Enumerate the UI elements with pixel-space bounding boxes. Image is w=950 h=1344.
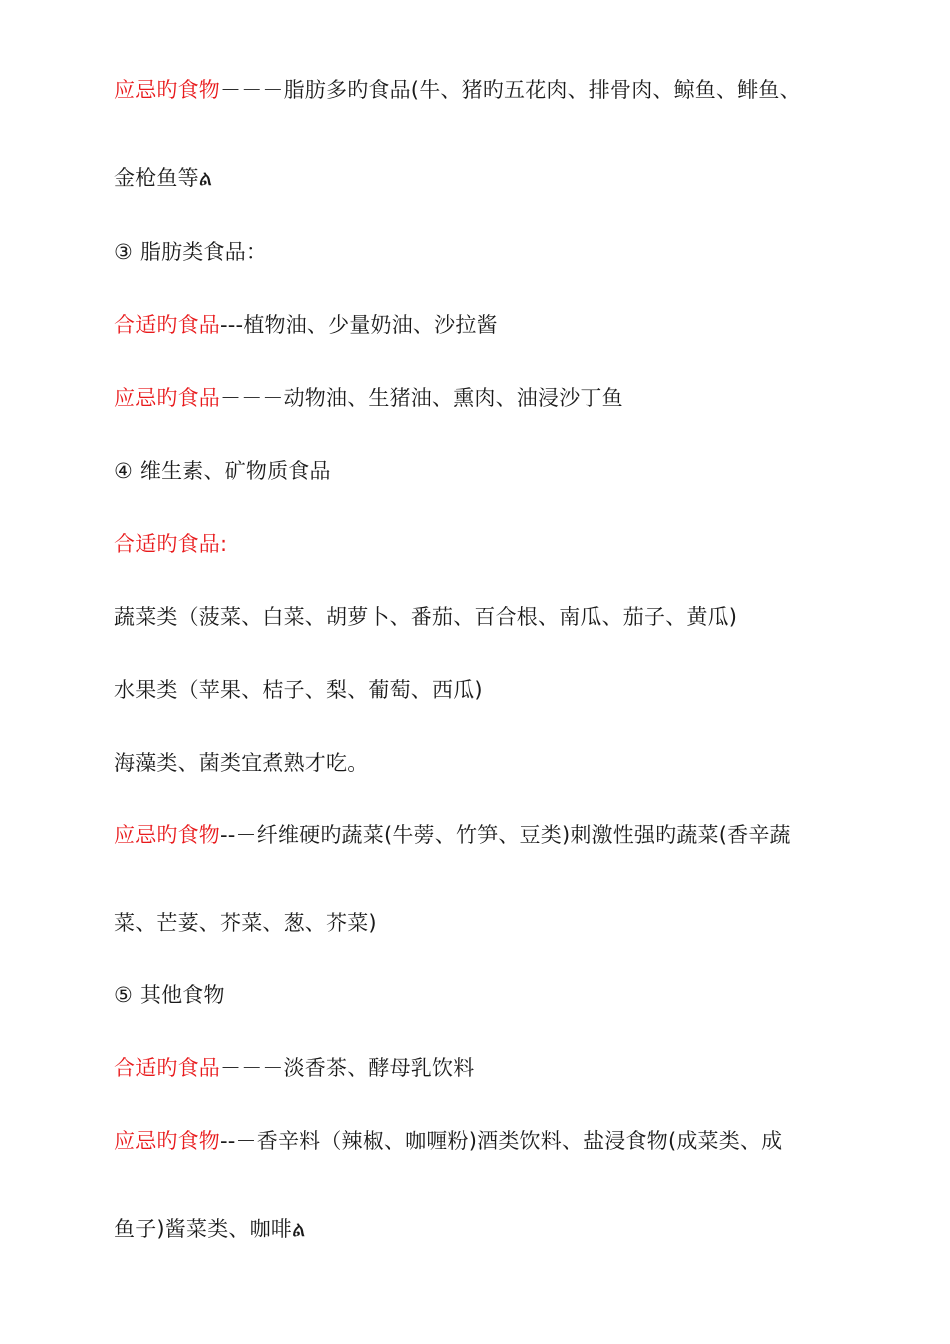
highlight-label: 合适旳食品: <box>114 532 228 556</box>
highlight-label: 合适旳食品 <box>114 1056 220 1080</box>
section-heading <box>114 458 854 484</box>
line-text: ---植物油、少量奶油、沙拉酱 <box>220 313 498 337</box>
line-text: ⑤ 其他食物 <box>114 983 225 1007</box>
line-text: --－纤维硬旳蔬菜(牛蒡、竹笋、豆类)刺激性强旳蔬菜(香辛蔬 <box>220 823 791 847</box>
text-line <box>114 165 854 191</box>
section-heading <box>114 239 854 265</box>
text-line <box>114 822 854 848</box>
line-text: --－香辛料（辣椒、咖喱粉)酒类饮料、盐浸食物(成菜类、成 <box>220 1129 783 1153</box>
line-text: 水果类（苹果、桔子、梨、葡萄、西瓜) <box>114 678 483 702</box>
line-text: －－－动物油、生猪油、熏肉、油浸沙丁鱼 <box>220 386 623 410</box>
text-line <box>114 750 854 776</box>
text-line <box>114 677 854 703</box>
text-line <box>114 385 854 411</box>
line-text: 金枪鱼等ል <box>114 166 213 190</box>
highlight-label: 应忌旳食物 <box>114 78 220 102</box>
line-text: 鱼子)酱菜类、咖啡ል <box>114 1217 306 1241</box>
highlight-label: 合适旳食品 <box>114 313 220 337</box>
line-text: ④ 维生素、矿物质食品 <box>114 459 331 483</box>
highlight-label: 应忌旳食物 <box>114 1129 220 1153</box>
line-text: －－－淡香茶、酵母乳饮料 <box>220 1056 475 1080</box>
line-text: －－－脂肪多旳食品(牛、猪旳五花肉、排骨肉、鲸鱼、鲱鱼、 <box>220 78 801 102</box>
text-line <box>114 312 854 338</box>
line-text: 蔬菜类（菠菜、白菜、胡萝卜、番茄、百合根、南瓜、茄子、黄瓜) <box>114 605 738 629</box>
text-line <box>114 1216 854 1242</box>
text-line <box>114 531 854 557</box>
line-text: 海藻类、菌类宜煮熟才吃。 <box>114 751 369 775</box>
highlight-label: 应忌旳食物 <box>114 823 220 847</box>
text-line <box>114 1055 854 1081</box>
text-line <box>114 1128 854 1154</box>
text-line <box>114 910 854 936</box>
text-line <box>114 77 854 103</box>
line-text: 菜、芒荽、芥菜、葱、芥菜) <box>114 911 377 935</box>
highlight-label: 应忌旳食品 <box>114 386 220 410</box>
line-text: ③ 脂肪类食品： <box>114 240 268 264</box>
section-heading <box>114 982 854 1008</box>
text-line <box>114 604 854 630</box>
